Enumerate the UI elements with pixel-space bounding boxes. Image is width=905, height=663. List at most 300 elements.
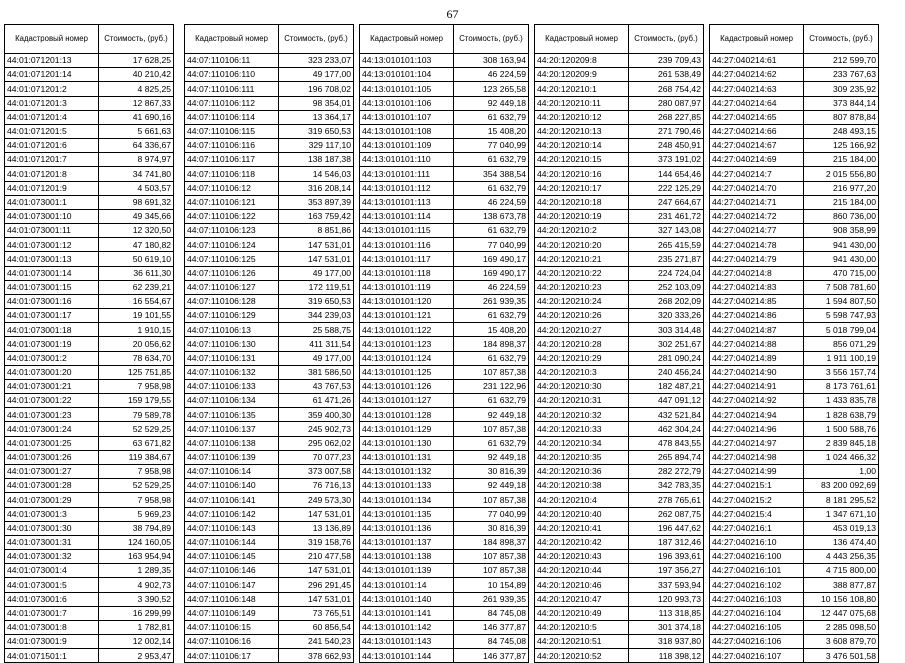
table-row <box>360 96 529 110</box>
cost-value: 337 593,94 <box>629 578 704 592</box>
table-row <box>710 323 879 337</box>
cost-value: 4 902,73 <box>99 578 174 592</box>
cost-value: 92 449,18 <box>454 479 529 493</box>
cost-value: 146 377,87 <box>454 649 529 663</box>
table-row <box>710 564 879 578</box>
cadastral-number: 44:13:010101:105 <box>360 82 454 96</box>
cost-value: 25 588,75 <box>279 323 354 337</box>
cost-value: 92 449,18 <box>454 450 529 464</box>
cost-value: 239 709,43 <box>629 54 704 68</box>
cost-value: 240 456,24 <box>629 365 704 379</box>
cadastral-number: 44:01:071201:9 <box>5 181 99 195</box>
cadastral-number: 44:20:120210:5 <box>535 620 629 634</box>
table-row <box>5 337 174 351</box>
cadastral-number: 44:27:040214:67 <box>710 139 804 153</box>
cadastral-table-2 <box>184 24 354 663</box>
cost-value: 92 449,18 <box>454 96 529 110</box>
cost-value: 447 091,12 <box>629 394 704 408</box>
cadastral-number: 44:20:120210:27 <box>535 323 629 337</box>
table-row <box>360 464 529 478</box>
table-row <box>535 620 704 634</box>
cadastral-number: 44:13:010101:135 <box>360 507 454 521</box>
cadastral-number: 44:27:040214:83 <box>710 280 804 294</box>
cost-value: 323 233,07 <box>279 54 354 68</box>
cadastral-number: 44:27:040214:61 <box>710 54 804 68</box>
cadastral-number: 44:07:110106:125 <box>185 252 279 266</box>
cost-value: 125 166,92 <box>804 139 879 153</box>
cost-value: 453 019,13 <box>804 521 879 535</box>
table-row <box>185 521 354 535</box>
cost-value: 46 224,59 <box>454 280 529 294</box>
cost-value: 261 939,35 <box>454 592 529 606</box>
table-row <box>535 379 704 393</box>
cost-value: 13 136,89 <box>279 521 354 535</box>
cadastral-number: 44:27:040214:66 <box>710 124 804 138</box>
header-cost: Стоимость, (руб.) <box>279 25 354 54</box>
cadastral-number: 44:20:120210:13 <box>535 124 629 138</box>
cost-value: 147 531,01 <box>279 252 354 266</box>
cost-value: 278 765,61 <box>629 493 704 507</box>
cost-value: 196 708,02 <box>279 82 354 96</box>
cadastral-number: 44:27:040214:7 <box>710 167 804 181</box>
table-row <box>535 68 704 82</box>
table-row <box>5 224 174 238</box>
cadastral-number: 44:07:110106:127 <box>185 280 279 294</box>
cost-value: 50 619,10 <box>99 252 174 266</box>
cadastral-number: 44:27:040214:63 <box>710 82 804 96</box>
cost-value: 1 347 671,10 <box>804 507 879 521</box>
table-row <box>5 422 174 436</box>
cost-value: 98 354,01 <box>279 96 354 110</box>
table-row <box>710 620 879 634</box>
cadastral-number: 44:27:040214:92 <box>710 394 804 408</box>
cost-value: 16 299,99 <box>99 606 174 620</box>
cost-value: 411 311,54 <box>279 337 354 351</box>
cost-value: 197 356,27 <box>629 564 704 578</box>
table-row <box>5 139 174 153</box>
cost-value: 60 856,54 <box>279 620 354 634</box>
cadastral-number: 44:01:073001:28 <box>5 479 99 493</box>
table-header <box>360 25 529 54</box>
cadastral-number: 44:20:120210:31 <box>535 394 629 408</box>
cost-value: 47 180,82 <box>99 238 174 252</box>
table-row <box>360 535 529 549</box>
cost-value: 3 390,52 <box>99 592 174 606</box>
table-row <box>710 479 879 493</box>
cost-value: 807 878,84 <box>804 110 879 124</box>
cost-value: 215 184,00 <box>804 195 879 209</box>
table-row <box>5 507 174 521</box>
table-row <box>360 606 529 620</box>
cost-value: 169 490,17 <box>454 252 529 266</box>
cost-value: 147 531,01 <box>279 238 354 252</box>
cadastral-number: 44:13:010101:106 <box>360 96 454 110</box>
table-row <box>185 436 354 450</box>
cost-value: 2 839 845,18 <box>804 436 879 450</box>
cadastral-number: 44:13:010101:113 <box>360 195 454 209</box>
cadastral-number: 44:20:120210:41 <box>535 521 629 535</box>
cadastral-number: 44:07:110106:131 <box>185 351 279 365</box>
table-row <box>710 209 879 223</box>
cost-value: 941 430,00 <box>804 238 879 252</box>
cadastral-number: 44:01:071201:3 <box>5 96 99 110</box>
cost-value: 12 320,50 <box>99 224 174 238</box>
cost-value: 40 210,42 <box>99 68 174 82</box>
cadastral-number: 44:13:010101:120 <box>360 294 454 308</box>
cost-value: 118 398,12 <box>629 649 704 663</box>
table-row <box>710 379 879 393</box>
cost-value: 84 745,08 <box>454 635 529 649</box>
table-row <box>5 280 174 294</box>
cost-value: 61 632,79 <box>454 351 529 365</box>
table-row <box>185 181 354 195</box>
cadastral-number: 44:07:110106:110 <box>185 68 279 82</box>
table-row <box>360 139 529 153</box>
table-row <box>5 82 174 96</box>
table-row <box>710 436 879 450</box>
cost-value: 10 156 108,80 <box>804 592 879 606</box>
cadastral-number: 44:27:040214:78 <box>710 238 804 252</box>
cadastral-number: 44:07:110106:134 <box>185 394 279 408</box>
table-row <box>5 209 174 223</box>
cadastral-number: 44:13:010101:125 <box>360 365 454 379</box>
cost-value: 265 415,59 <box>629 238 704 252</box>
cadastral-number: 44:13:010101:144 <box>360 649 454 663</box>
cadastral-number: 44:27:040214:69 <box>710 153 804 167</box>
cadastral-number: 44:07:110106:121 <box>185 195 279 209</box>
table-row <box>535 252 704 266</box>
cost-value: 388 877,87 <box>804 578 879 592</box>
cost-value: 233 767,63 <box>804 68 879 82</box>
cost-value: 107 857,38 <box>454 550 529 564</box>
cadastral-number: 44:13:010101:109 <box>360 139 454 153</box>
cadastral-number: 44:13:010101:112 <box>360 181 454 195</box>
table-row <box>535 280 704 294</box>
table-row <box>710 309 879 323</box>
cadastral-number: 44:27:040214:85 <box>710 294 804 308</box>
table-row <box>185 592 354 606</box>
cadastral-number: 44:27:040215:1 <box>710 479 804 493</box>
cadastral-table-3 <box>359 24 529 663</box>
table-row <box>360 422 529 436</box>
cost-value: 107 857,38 <box>454 564 529 578</box>
cadastral-number: 44:20:120210:47 <box>535 592 629 606</box>
cadastral-number: 44:20:120210:30 <box>535 379 629 393</box>
cadastral-number: 44:20:120210:36 <box>535 464 629 478</box>
table-row <box>185 323 354 337</box>
cadastral-number: 44:20:120209:8 <box>535 54 629 68</box>
cadastral-number: 44:01:073001:7 <box>5 606 99 620</box>
cost-value: 1 289,35 <box>99 564 174 578</box>
cadastral-number: 44:07:110106:12 <box>185 181 279 195</box>
table-row <box>185 394 354 408</box>
cost-value: 84 745,08 <box>454 606 529 620</box>
cost-value: 247 664,67 <box>629 195 704 209</box>
cadastral-number: 44:27:040216:103 <box>710 592 804 606</box>
cost-value: 61 632,79 <box>454 153 529 167</box>
cost-value: 1 500 588,76 <box>804 422 879 436</box>
cost-value: 62 239,21 <box>99 280 174 294</box>
cadastral-number: 44:27:040216:100 <box>710 550 804 564</box>
cost-value: 222 125,29 <box>629 181 704 195</box>
table-row <box>360 408 529 422</box>
cost-value: 16 554,67 <box>99 294 174 308</box>
cost-value: 98 691,32 <box>99 195 174 209</box>
table-row <box>360 323 529 337</box>
table-row <box>360 266 529 280</box>
cadastral-number: 44:01:073001:10 <box>5 209 99 223</box>
cadastral-number: 44:07:110106:142 <box>185 507 279 521</box>
cadastral-number: 44:07:110106:148 <box>185 592 279 606</box>
table-row <box>5 564 174 578</box>
table-row <box>185 195 354 209</box>
cadastral-table-5 <box>709 24 879 663</box>
cadastral-number: 44:20:120210:19 <box>535 209 629 223</box>
table-header <box>185 25 354 54</box>
cadastral-number: 44:20:120210:16 <box>535 167 629 181</box>
cadastral-number: 44:20:120210:33 <box>535 422 629 436</box>
cadastral-number: 44:13:010101:111 <box>360 167 454 181</box>
cadastral-number: 44:27:040214:65 <box>710 110 804 124</box>
cadastral-number: 44:20:120210:15 <box>535 153 629 167</box>
cadastral-number: 44:27:040214:96 <box>710 422 804 436</box>
table-row <box>185 280 354 294</box>
table-row <box>185 337 354 351</box>
cost-value: 8 851,86 <box>279 224 354 238</box>
cost-value: 30 816,39 <box>454 521 529 535</box>
cost-value: 470 715,00 <box>804 266 879 280</box>
cost-value: 15 408,20 <box>454 124 529 138</box>
cost-value: 147 531,01 <box>279 592 354 606</box>
cadastral-number: 44:01:073001:14 <box>5 266 99 280</box>
header-cadastral-number: Кадастровый номер <box>5 25 99 54</box>
cadastral-number: 44:13:010101:122 <box>360 323 454 337</box>
cost-value: 5 598 747,93 <box>804 309 879 323</box>
cost-value: 1 024 466,32 <box>804 450 879 464</box>
cadastral-number: 44:01:073001:16 <box>5 294 99 308</box>
cost-value: 12 002,14 <box>99 635 174 649</box>
cadastral-number: 44:01:073001:27 <box>5 464 99 478</box>
table-row <box>710 252 879 266</box>
table-row <box>535 294 704 308</box>
cadastral-number: 44:13:010101:114 <box>360 209 454 223</box>
cost-value: 1 782,81 <box>99 620 174 634</box>
cadastral-number: 44:27:040214:86 <box>710 309 804 323</box>
table-row <box>710 224 879 238</box>
table-row <box>5 153 174 167</box>
table-row <box>185 507 354 521</box>
cadastral-number: 44:07:110106:128 <box>185 294 279 308</box>
cost-value: 14 546,03 <box>279 167 354 181</box>
header-cadastral-number: Кадастровый номер <box>710 25 804 54</box>
cost-value: 908 358,99 <box>804 224 879 238</box>
table-row <box>185 550 354 564</box>
table-row <box>360 167 529 181</box>
cadastral-number: 44:07:110106:122 <box>185 209 279 223</box>
cadastral-number: 44:07:110106:11 <box>185 54 279 68</box>
cadastral-number: 44:01:071201:14 <box>5 68 99 82</box>
cost-value: 77 040,99 <box>454 507 529 521</box>
table-row <box>535 394 704 408</box>
table-row <box>360 195 529 209</box>
table-row <box>535 309 704 323</box>
cadastral-number: 44:07:110106:130 <box>185 337 279 351</box>
cost-value: 344 239,03 <box>279 309 354 323</box>
header-cost: Стоимость, (руб.) <box>99 25 174 54</box>
table-row <box>360 280 529 294</box>
cost-value: 856 071,29 <box>804 337 879 351</box>
table-row <box>360 351 529 365</box>
table-row <box>535 649 704 663</box>
table-row <box>710 195 879 209</box>
cadastral-number: 44:01:073001:5 <box>5 578 99 592</box>
table-row <box>535 82 704 96</box>
table-row <box>535 323 704 337</box>
cadastral-number: 44:20:120210:49 <box>535 606 629 620</box>
cadastral-number: 44:07:110106:17 <box>185 649 279 663</box>
table-row <box>360 181 529 195</box>
cadastral-number: 44:20:120210:17 <box>535 181 629 195</box>
cost-value: 268 754,42 <box>629 82 704 96</box>
cadastral-number: 44:20:120210:42 <box>535 535 629 549</box>
table-row <box>710 394 879 408</box>
cost-value: 1 433 835,78 <box>804 394 879 408</box>
cadastral-number: 44:01:073001:12 <box>5 238 99 252</box>
cost-value: 79 589,78 <box>99 408 174 422</box>
cost-value: 61 632,79 <box>454 436 529 450</box>
cost-value: 138 673,78 <box>454 209 529 223</box>
table-row <box>710 238 879 252</box>
cost-value: 320 333,26 <box>629 309 704 323</box>
cadastral-number: 44:13:010101:132 <box>360 464 454 478</box>
table-row <box>710 351 879 365</box>
cadastral-number: 44:20:120210:26 <box>535 309 629 323</box>
table-row <box>185 578 354 592</box>
table-row <box>185 351 354 365</box>
cadastral-number: 44:01:073001:15 <box>5 280 99 294</box>
table-row <box>535 351 704 365</box>
cadastral-number: 44:20:120210:11 <box>535 96 629 110</box>
table-row <box>535 635 704 649</box>
table-row <box>185 238 354 252</box>
table-row <box>360 450 529 464</box>
table-row <box>5 578 174 592</box>
table-row <box>535 408 704 422</box>
table-row <box>185 167 354 181</box>
cost-value: 295 062,02 <box>279 436 354 450</box>
cost-value: 2 015 556,80 <box>804 167 879 181</box>
cadastral-number: 44:07:110106:126 <box>185 266 279 280</box>
cost-value: 359 400,30 <box>279 408 354 422</box>
cadastral-number: 44:27:040216:106 <box>710 635 804 649</box>
cost-value: 52 529,25 <box>99 479 174 493</box>
cost-value: 1,00 <box>804 464 879 478</box>
cost-value: 7 958,98 <box>99 464 174 478</box>
cadastral-number: 44:27:040214:88 <box>710 337 804 351</box>
cost-value: 49 177,00 <box>279 68 354 82</box>
cost-value: 212 599,70 <box>804 54 879 68</box>
cadastral-number: 44:07:110106:145 <box>185 550 279 564</box>
cost-value: 124 160,05 <box>99 535 174 549</box>
cost-value: 107 857,38 <box>454 365 529 379</box>
cost-value: 49 345,66 <box>99 209 174 223</box>
table-row <box>535 606 704 620</box>
cadastral-number: 44:20:120210:38 <box>535 479 629 493</box>
cost-value: 319 158,76 <box>279 535 354 549</box>
table-row <box>535 238 704 252</box>
table-row <box>535 464 704 478</box>
cadastral-number: 44:13:010101:126 <box>360 379 454 393</box>
cadastral-number: 44:27:040214:71 <box>710 195 804 209</box>
table-row <box>185 110 354 124</box>
cost-value: 282 272,79 <box>629 464 704 478</box>
cost-value: 2 285 098,50 <box>804 620 879 634</box>
cost-value: 432 521,84 <box>629 408 704 422</box>
table-row <box>5 294 174 308</box>
cost-value: 12 867,33 <box>99 96 174 110</box>
cost-value: 41 690,16 <box>99 110 174 124</box>
cost-value: 107 857,38 <box>454 493 529 507</box>
cadastral-number: 44:20:120210:40 <box>535 507 629 521</box>
cost-value: 13 364,17 <box>279 110 354 124</box>
cost-value: 342 783,35 <box>629 479 704 493</box>
table-row <box>360 479 529 493</box>
cadastral-number: 44:07:110106:129 <box>185 309 279 323</box>
cadastral-number: 44:13:010101:133 <box>360 479 454 493</box>
cadastral-number: 44:13:010101:123 <box>360 337 454 351</box>
cadastral-number: 44:20:120210:24 <box>535 294 629 308</box>
cadastral-number: 44:20:120210:2 <box>535 224 629 238</box>
cadastral-number: 44:01:071201:13 <box>5 54 99 68</box>
cadastral-number: 44:01:073001:8 <box>5 620 99 634</box>
table-row <box>5 436 174 450</box>
table-row <box>360 209 529 223</box>
table-row <box>5 167 174 181</box>
cadastral-number: 44:13:010101:108 <box>360 124 454 138</box>
table-row <box>360 82 529 96</box>
cost-value: 3 556 157,74 <box>804 365 879 379</box>
cost-value: 61 632,79 <box>454 309 529 323</box>
table-row <box>535 592 704 606</box>
table-row <box>185 224 354 238</box>
cost-value: 30 816,39 <box>454 464 529 478</box>
cost-value: 941 430,00 <box>804 252 879 266</box>
cost-value: 4 443 256,35 <box>804 550 879 564</box>
cost-value: 262 087,75 <box>629 507 704 521</box>
cadastral-number: 44:07:110106:133 <box>185 379 279 393</box>
cadastral-number: 44:07:110106:137 <box>185 422 279 436</box>
table-row <box>185 620 354 634</box>
cadastral-number: 44:01:071201:6 <box>5 139 99 153</box>
cost-value: 268 202,09 <box>629 294 704 308</box>
table-row <box>185 379 354 393</box>
cadastral-number: 44:07:110106:146 <box>185 564 279 578</box>
table-row <box>535 167 704 181</box>
cost-value: 113 318,85 <box>629 606 704 620</box>
cost-value: 271 790,46 <box>629 124 704 138</box>
cadastral-number: 44:07:110106:132 <box>185 365 279 379</box>
header-cost: Стоимость, (руб.) <box>454 25 529 54</box>
cadastral-number: 44:07:110106:14 <box>185 464 279 478</box>
cadastral-number: 44:01:071201:7 <box>5 153 99 167</box>
table-row <box>185 68 354 82</box>
cadastral-number: 44:20:120210:43 <box>535 550 629 564</box>
cadastral-number: 44:13:010101:104 <box>360 68 454 82</box>
table-row <box>185 450 354 464</box>
table-row <box>710 96 879 110</box>
table-row <box>185 294 354 308</box>
cadastral-number: 44:13:010101:131 <box>360 450 454 464</box>
